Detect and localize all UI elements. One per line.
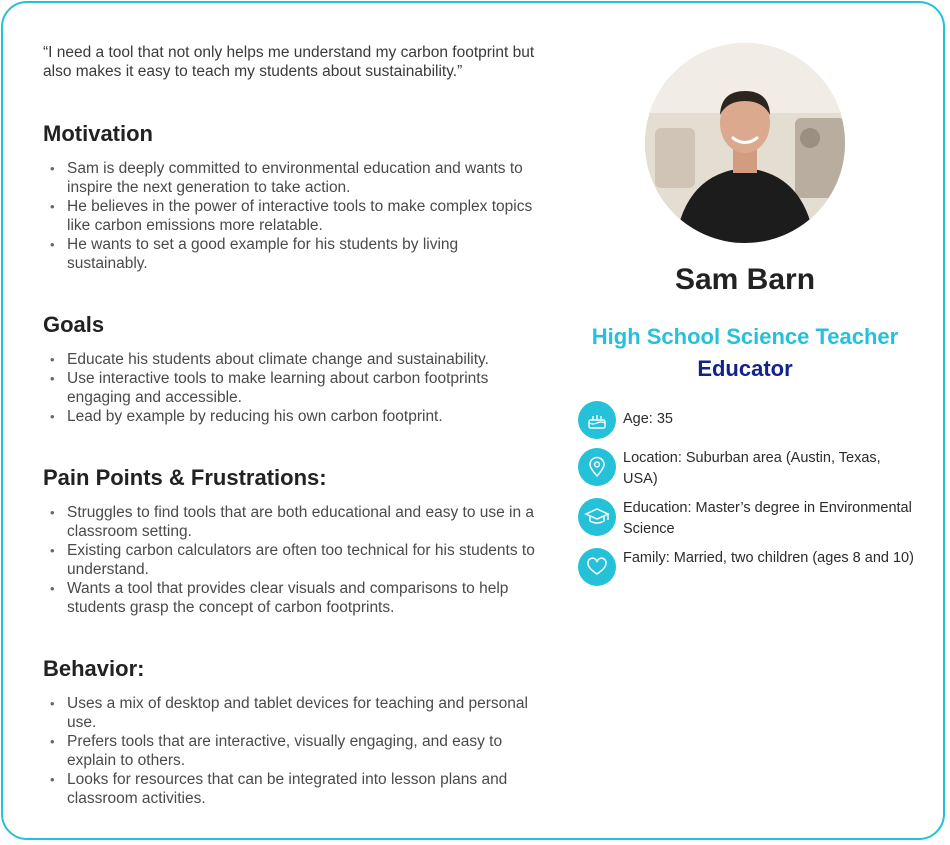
- heart-icon: [578, 548, 616, 586]
- list-item: • Sam is deeply committed to environmental education and wants to inspire the next generation to take action.: [67, 159, 543, 197]
- list-item: • Uses a mix of desktop and tablet devices for teaching and personal use.: [67, 694, 543, 732]
- bullet-list: [43, 503, 543, 617]
- list-item: • He believes in the power of interactive tools to make complex topics like carbon emissions more relatable.: [67, 197, 543, 235]
- cake-icon: [578, 401, 616, 439]
- persona-details-column: [43, 43, 543, 807]
- bullet-list: [43, 350, 543, 426]
- graduation-cap-icon: [578, 498, 616, 536]
- location-pin-icon: [578, 448, 616, 486]
- section-pain-points: [43, 465, 543, 617]
- section-title: Goals: [43, 312, 105, 337]
- persona-card: [1, 1, 945, 840]
- persona-quote: “I need a tool that not only helps me understand my carbon footprint but also makes it easy to teach my students about sustainability.”: [43, 44, 535, 80]
- bullet-list: [43, 694, 543, 808]
- info-text: Age: 35: [623, 411, 673, 427]
- persona-name: Sam Barn: [674, 263, 816, 296]
- list-item: • Prefers tools that are interactive, visually engaging, and easy to explain to others.: [67, 732, 543, 770]
- persona-role: High School Science Teacher: [591, 324, 899, 349]
- list-item: • Educate his students about climate change and sustainability.: [67, 350, 543, 369]
- persona-type: Educator: [697, 356, 793, 381]
- list-item: • Wants a tool that provides clear visuals and comparisons to help students grasp the concept of carbon footprints.: [67, 579, 543, 617]
- list-item: • Struggles to find tools that are both educational and easy to use in a classroom setting.: [67, 503, 543, 541]
- section-goals: [43, 312, 543, 426]
- list-item: • He wants to set a good example for his students by living sustainably.: [67, 235, 543, 273]
- bullet-list: [43, 159, 543, 273]
- list-item: • Lead by example by reducing his own carbon footprint.: [67, 407, 543, 426]
- section-behavior: [43, 656, 543, 808]
- section-title: Motivation: [43, 121, 153, 146]
- section-motivation: [43, 121, 543, 273]
- section-title: Behavior:: [43, 656, 145, 681]
- avatar-photo: [645, 43, 845, 243]
- avatar: [645, 43, 845, 243]
- list-item: • Existing carbon calculators are often too technical for his students to understand.: [67, 541, 543, 579]
- section-title: Pain Points & Frustrations:: [43, 465, 327, 490]
- list-item: • Use interactive tools to make learning about carbon footprints engaging and accessible.: [67, 369, 543, 407]
- info-text: Education: Master’s degree in Environmental Science: [623, 500, 912, 537]
- info-text: Location: Suburban area (Austin, Texas, USA): [623, 450, 881, 487]
- info-text: Family: Married, two children (ages 8 and 10): [623, 550, 914, 566]
- list-item: • Looks for resources that can be integrated into lesson plans and classroom activities.: [67, 770, 543, 808]
